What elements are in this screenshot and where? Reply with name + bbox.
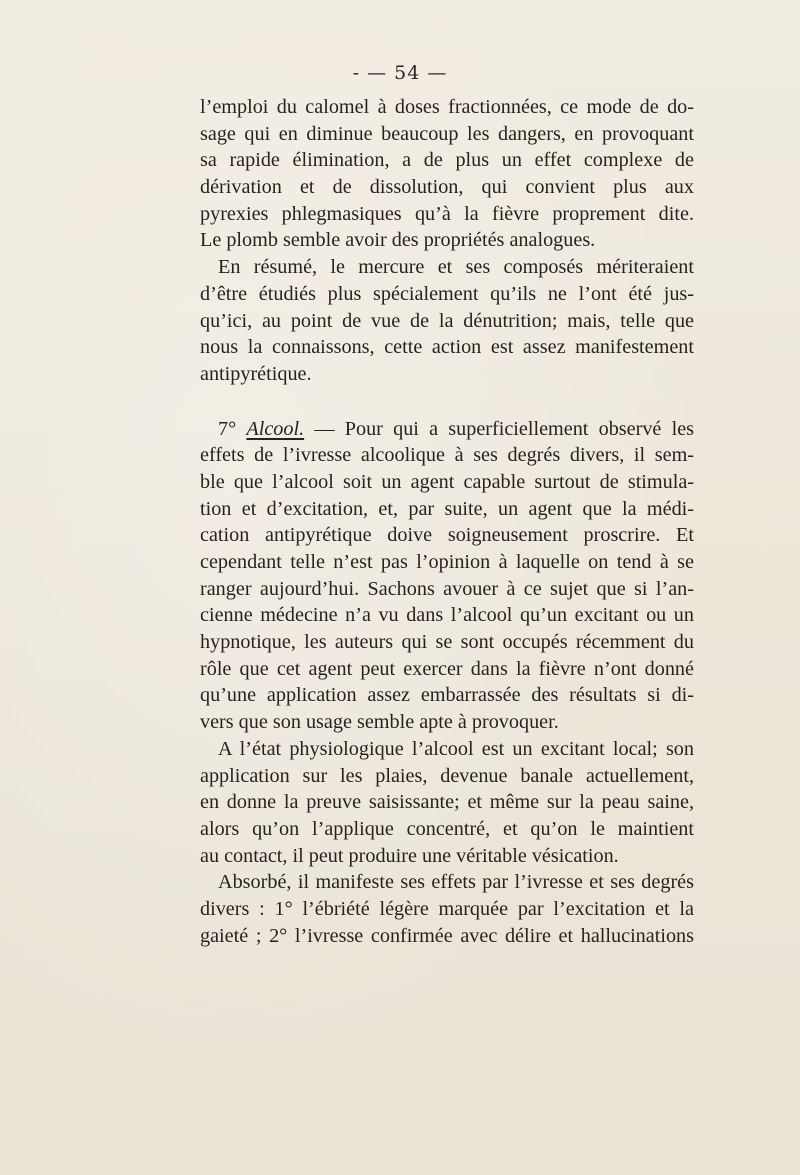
text-line: sage qui en diminue beaucoup les dangers, en provoquant [200, 122, 694, 145]
section-title: Alcool. [246, 417, 305, 440]
text-line: hypnotique, les auteurs qui se sont occupés récemment du [200, 631, 694, 654]
page-number: - — 54 — [352, 62, 448, 84]
text-line: en donne la preuve saisissante; et même sur la peau saine, [200, 791, 694, 814]
text-line: gaieté ; 2° l’ivresse confirmée avec délire et hallucinations [200, 924, 694, 947]
paragraph-2 [200, 254, 694, 387]
text-line: nous la connaissons, cette action est assez manifestement [200, 336, 694, 359]
text-line: qu’ici, au point de vue de la dénutrition; mais, telle que [200, 309, 694, 332]
text-line: application sur les plaies, devenue banale actuellement, [200, 764, 694, 787]
section-heading-line [200, 416, 694, 443]
text-line: d’être étudiés plus spécialement qu’ils ne l’ont été jus- [200, 282, 694, 305]
paragraph-1 [200, 94, 694, 254]
text-line: qu’une application assez embarrassée des résultats si di- [200, 684, 694, 707]
text-line: antipyrétique. [200, 362, 312, 385]
section-alcool [200, 416, 694, 736]
text-line: dérivation et de dissolution, qui convient plus aux [200, 176, 694, 199]
text-line: ranger aujourd’hui. Sachons avouer à ce sujet que si l’an- [200, 577, 694, 600]
section-first-line-text: — Pour qui a superficiellement observé les [314, 417, 695, 440]
text-line: effets de l’ivresse alcoolique à ses degrés divers, il sem- [200, 444, 694, 467]
text-line: cienne médecine n’a vu dans l’alcool qu’un excitant ou un [200, 604, 694, 627]
text-line: sa rapide élimination, a de plus un effet complexe de [200, 149, 694, 172]
paragraph-5 [200, 869, 694, 949]
text-line: l’emploi du calomel à doses fractionnées, ce mode de do- [200, 96, 694, 118]
text-line: au contact, il peut produire une véritable vésication. [200, 844, 619, 867]
text-line: ble que l’alcool soit un agent capable surtout de stimula- [200, 470, 694, 493]
text-line: A l’état physiologique l’alcool est un excitant local; son [218, 737, 694, 760]
text-line: cependant telle n’est pas l’opinion à laquelle on tend à se [200, 551, 694, 573]
text-line: En résumé, le mercure et ses composés mériteraient [218, 256, 694, 279]
section-gap [200, 388, 694, 416]
text-line: tion et d’excitation, et, par suite, un agent que la médi- [200, 497, 694, 520]
text-line: divers : 1° l’ébriété légère marquée par l’excitation et la [200, 897, 694, 920]
paragraph-4 [200, 736, 694, 869]
text-line: alors qu’on l’applique concentré, et qu’on le maintient [200, 817, 694, 840]
text-line: vers que son usage semble apte à provoquer. [200, 711, 559, 734]
section-number: 7° [218, 417, 237, 440]
body-text [200, 94, 694, 949]
text-line: rôle que cet agent peut exercer dans la fièvre n’ont donné [200, 657, 694, 680]
text-line: Le plomb semble avoir des propriétés analogues. [200, 229, 596, 252]
text-line: pyrexies phlegmasiques qu’à la fièvre proprement dite. [200, 202, 694, 225]
text-line: cation antipyrétique doive soigneusement proscrire. Et [200, 524, 694, 547]
text-line: Absorbé, il manifeste ses effets par l’ivresse et ses degrés [218, 871, 694, 894]
